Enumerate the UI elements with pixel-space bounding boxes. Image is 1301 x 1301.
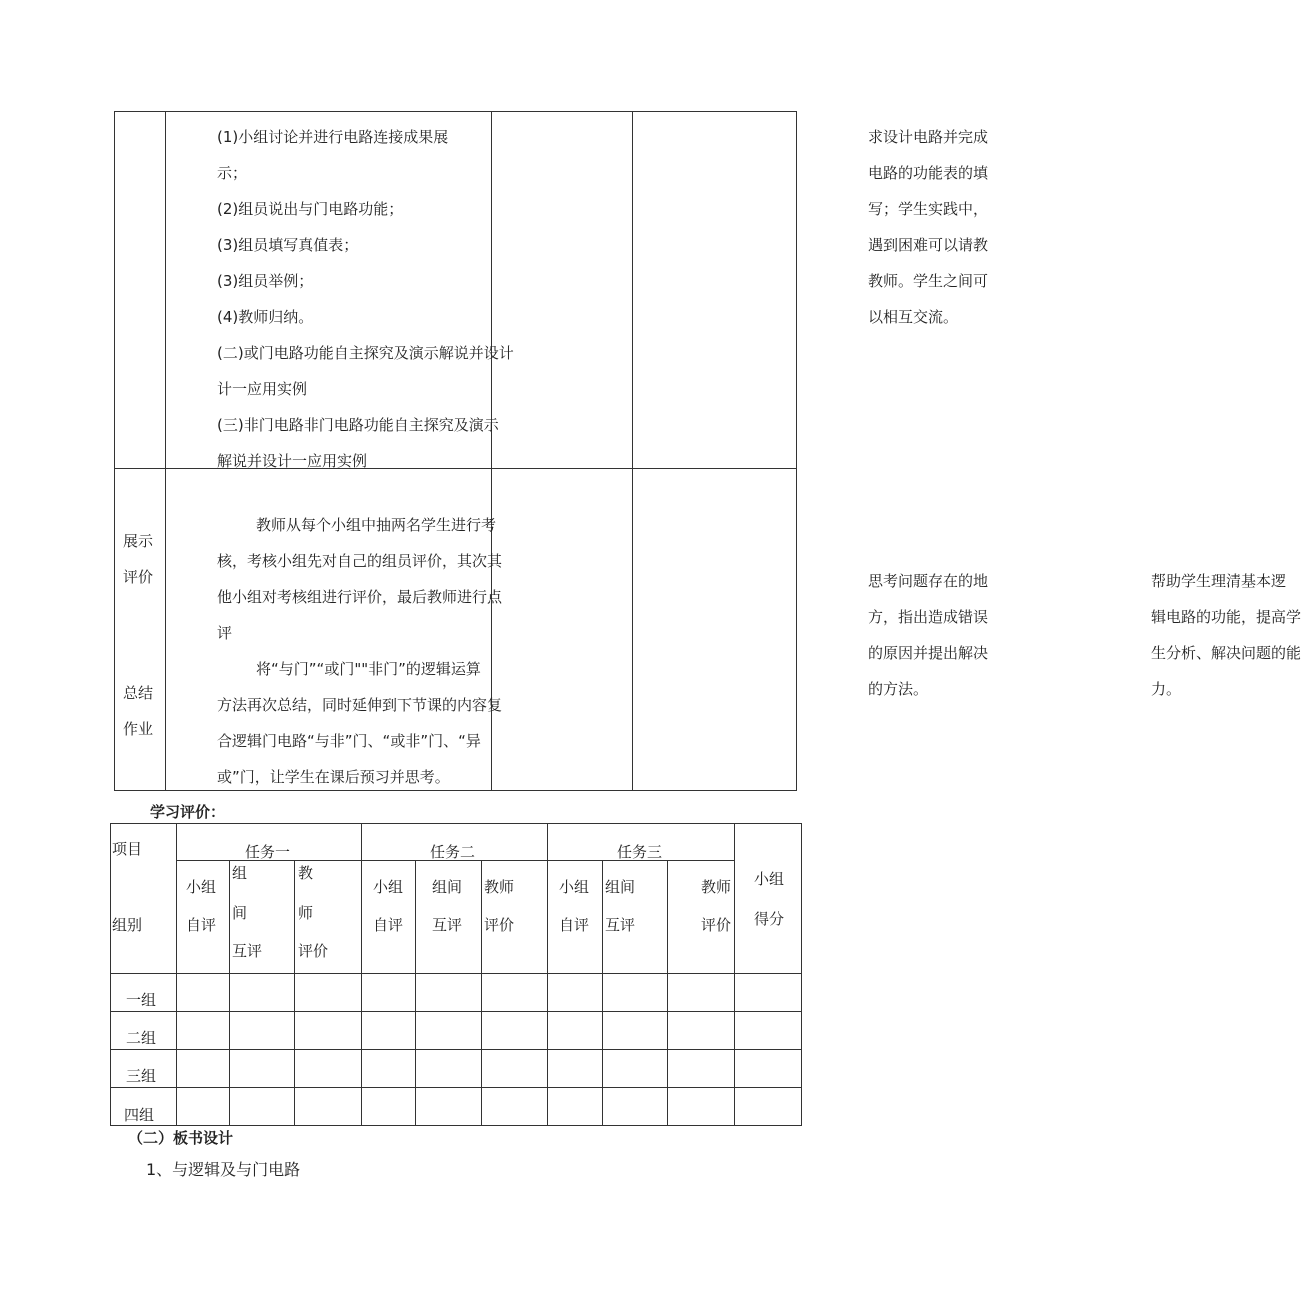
intent-line: 力。 — [1151, 680, 1182, 698]
student-line: 思考问题存在的地 — [868, 572, 989, 590]
student-line: 方，指出造成错误 — [868, 608, 989, 626]
student-line: 以相互交流。 — [868, 308, 959, 326]
student-activity-cell — [492, 112, 989, 469]
score-label: 小组 — [754, 870, 785, 888]
sub-header: 互评 — [232, 942, 263, 960]
intent-line: 辑电路的功能，提高学 — [1151, 608, 1301, 626]
group-row-label: 三组 — [126, 1067, 157, 1085]
sub-header: 评价 — [484, 916, 515, 934]
group-row-label: 四组 — [124, 1106, 155, 1124]
activity-line: 方法再次总结，同时延伸到下节课的内容复 — [217, 696, 503, 714]
activity-line: 或”门，让学生在课后预习并思考。 — [217, 768, 450, 786]
sub-header: 小组 — [559, 878, 590, 896]
stage-label: 评价 — [123, 568, 154, 586]
design-intent-cell-empty — [633, 112, 797, 469]
lesson-process-table — [114, 111, 1301, 791]
activity-line: 教师从每个小组中抽两名学生进行考 — [256, 516, 497, 534]
activity-line: (1)小组讨论并进行电路连接成果展 — [217, 128, 449, 146]
sub-header: 组 — [232, 864, 248, 882]
project-label: 项目 — [112, 840, 143, 858]
task-header: 任务二 — [430, 843, 476, 861]
student-line: 写；学生实践中， — [868, 200, 989, 218]
activity-line: 评 — [217, 624, 233, 642]
student-activity-cell — [492, 469, 989, 791]
student-line: 的方法。 — [868, 680, 929, 698]
intent-line: 生分析、解决问题的能 — [1151, 644, 1301, 662]
activity-line: 核，考核小组先对自己的组员评价，其次其 — [217, 552, 503, 570]
group-row-label: 二组 — [126, 1029, 157, 1047]
activity-line: 示； — [217, 164, 248, 182]
stage-label: 展示 — [123, 532, 154, 550]
table-row — [115, 469, 797, 791]
sub-header: 互评 — [432, 916, 463, 934]
student-line: 求设计电路并完成 — [868, 128, 989, 146]
student-line: 的原因并提出解决 — [868, 644, 989, 662]
activity-cell — [166, 112, 514, 470]
activity-line: 合逻辑门电路“与非”门、“或非”门、“异 — [217, 732, 481, 750]
stage-label: 总结 — [123, 684, 154, 702]
sub-header: 小组 — [186, 878, 217, 896]
activity-line: 将“与门”“或门""非门”的逻辑运算 — [256, 660, 481, 678]
sub-header: 教师 — [484, 878, 515, 896]
sub-header: 间 — [232, 904, 248, 922]
sub-header: 自评 — [559, 916, 590, 934]
student-line: 遇到困难可以请教 — [868, 236, 989, 254]
group-label: 组别 — [112, 916, 143, 934]
sub-header: 教 — [298, 864, 314, 882]
section-title: （二）板书设计 — [128, 1129, 234, 1147]
task-header: 任务一 — [245, 843, 291, 861]
intent-line: 帮助学生理清基本逻 — [1151, 572, 1287, 590]
group-row-label: 一组 — [126, 991, 157, 1009]
stage-label-cell — [115, 469, 166, 791]
activity-line: (2)组员说出与门电路功能； — [217, 200, 404, 218]
stage-cell-empty — [115, 112, 166, 469]
score-label: 得分 — [754, 910, 785, 928]
task-header: 任务三 — [617, 843, 663, 861]
activity-line: (三)非门电路非门电路功能自主探究及演示 — [217, 416, 499, 434]
activity-line: (4)教师归纳。 — [217, 308, 314, 326]
sub-header: 教师 — [701, 878, 732, 896]
sub-header: 自评 — [186, 916, 217, 934]
activity-cell — [166, 469, 503, 791]
activity-line: 计一应用实例 — [217, 380, 308, 398]
table-row — [115, 112, 797, 469]
activity-line: (3)组员举例； — [217, 272, 314, 290]
sub-header: 组间 — [605, 878, 636, 896]
eval-title: 学习评价： — [150, 803, 226, 821]
activity-line: 解说并设计一应用实例 — [217, 452, 368, 470]
section-item: 1、与逻辑及与门电路 — [146, 1160, 301, 1179]
stage-label: 作业 — [123, 720, 154, 738]
sub-header: 评价 — [298, 942, 329, 960]
sub-header: 自评 — [373, 916, 404, 934]
sub-header: 评价 — [701, 916, 732, 934]
activity-line: (3)组员填写真值表； — [217, 236, 359, 254]
student-line: 教师。学生之间可 — [868, 272, 989, 290]
sub-header: 小组 — [373, 878, 404, 896]
sub-header: 互评 — [605, 916, 636, 934]
activity-line: (二)或门电路功能自主探究及演示解说并设计 — [217, 344, 514, 362]
sub-header: 组间 — [432, 878, 463, 896]
student-line: 电路的功能表的填 — [868, 164, 989, 182]
activity-line: 他小组对考核组进行评价，最后教师进行点 — [217, 588, 503, 606]
sub-header: 师 — [298, 904, 314, 922]
